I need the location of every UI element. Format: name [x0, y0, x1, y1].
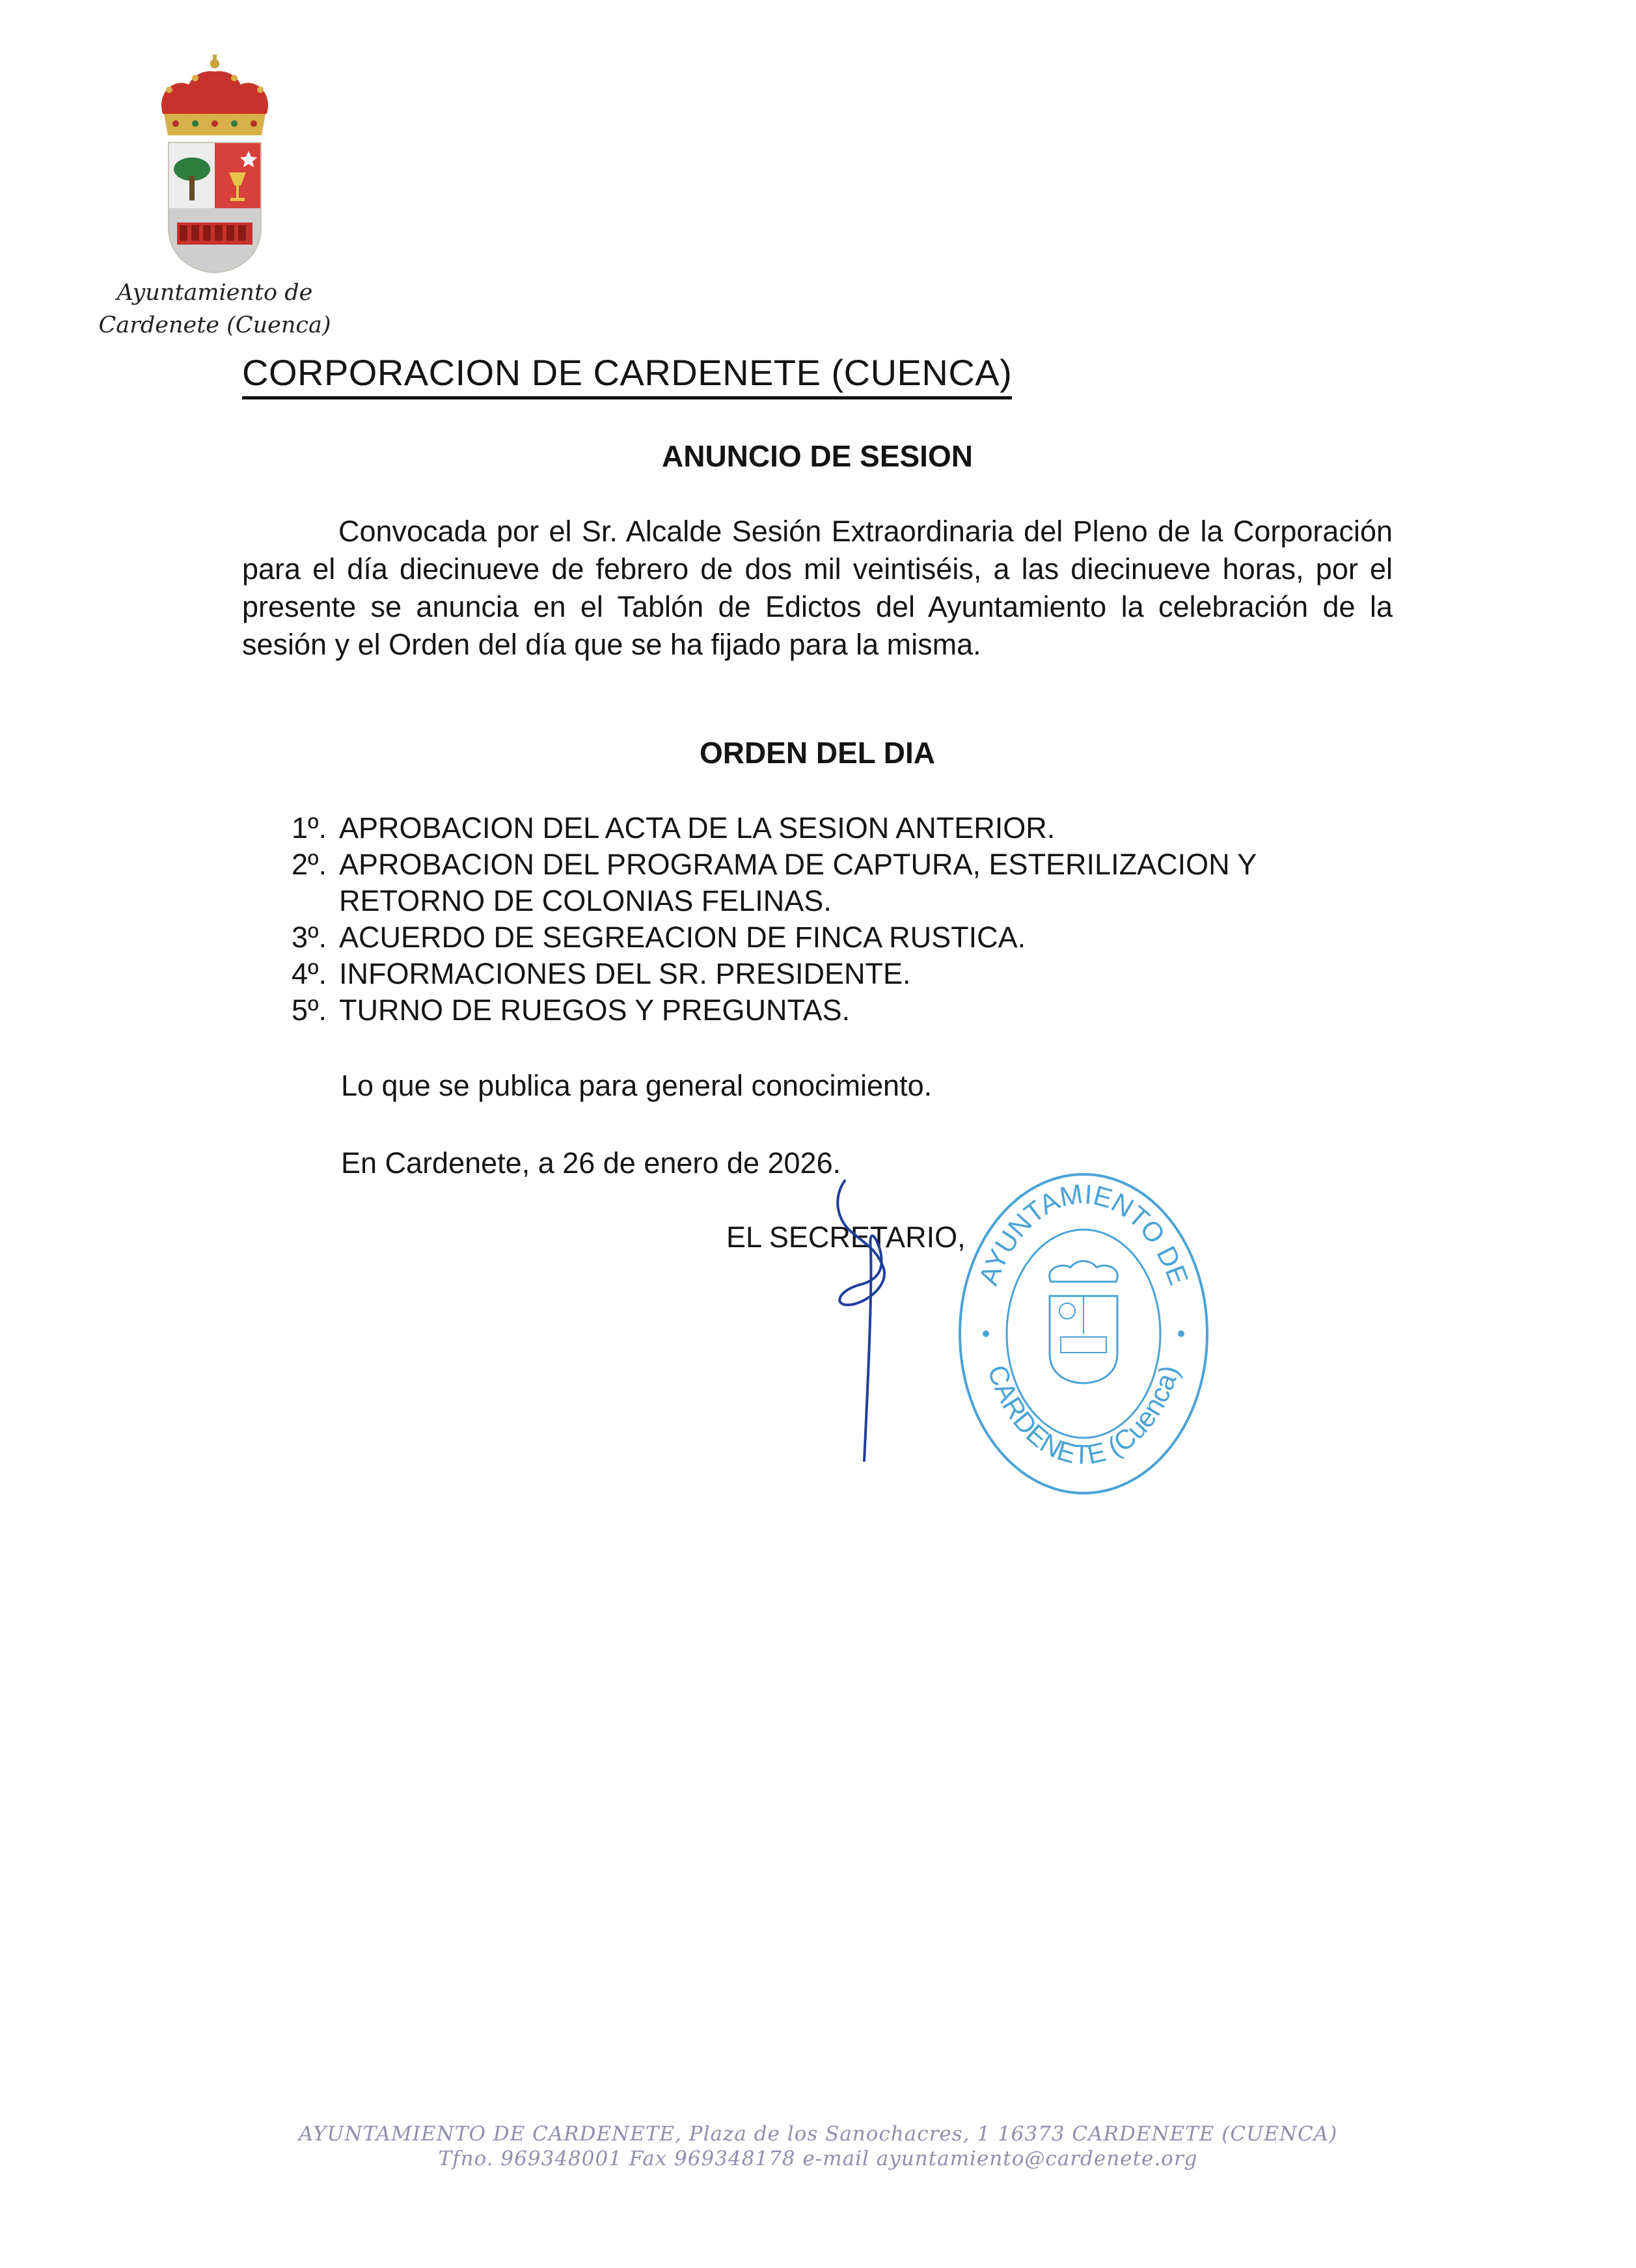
shield-icon [168, 142, 262, 273]
agenda-text: TURNO DE RUEGOS Y PREGUNTAS. [339, 993, 851, 1027]
agenda-item [292, 846, 1398, 919]
closing-statement: Lo que se publica para general conocimiento. [341, 1069, 933, 1102]
agenda-heading: ORDEN DEL DIA [699, 736, 936, 770]
corporation-title: CORPORACION DE CARDENETE (CUENCA) [242, 351, 1012, 399]
seal-text-top: AYUNTAMIENTO DE [972, 1178, 1195, 1289]
crown-icon [161, 55, 268, 135]
notice-body: Convocada por el Sr. Alcalde Sesión Extraordinaria del Pleno de la Corporación para el día diecinueve de febrero de dos mil veintiséis, a las diecinueve horas, por el presente se anuncia en el Tablón de Edictos del Ayuntamiento la celebración de la sesión y el Orden del día que se ha fijado para la misma. [242, 515, 1393, 661]
notice-heading: ANUNCIO DE SESION [662, 439, 973, 473]
handwritten-signature-icon [807, 1171, 937, 1470]
agenda-text: APROBACION DEL PROGRAMA DE CAPTURA, ESTERILIZACION Y RETORNO DE COLONIAS FELINAS. [339, 848, 1257, 917]
agenda-list [292, 810, 1398, 1029]
agenda-number: 1º. [292, 811, 327, 844]
agenda-item [292, 956, 1398, 992]
footer-address: AYUNTAMIENTO DE CARDENETE, Plaza de los Sanochacres, 1 16373 CARDENETE (CUENCA) [298, 2122, 1338, 2146]
seal-text-bottom: CARDENETE (Cuenca) [981, 1361, 1185, 1470]
place-date: En Cardenete, a 26 de enero de 2026. [341, 1146, 841, 1180]
agenda-number: 3º. [292, 921, 327, 954]
coat-of-arms-icon [150, 52, 280, 280]
agenda-number: 2º. [292, 848, 327, 881]
agenda-number: 5º. [292, 993, 327, 1027]
agenda-text: INFORMACIONES DEL SR. PRESIDENTE. [339, 957, 911, 990]
footer-contact: Tfno. 969348001 Fax 969348178 e-mail ayuntamiento@cardenete.org [438, 2147, 1198, 2170]
agenda-item [292, 810, 1398, 846]
institution-line-1: Ayuntamiento de [116, 280, 313, 306]
signer-title: EL SECRETARIO, [726, 1221, 966, 1254]
agenda-number: 4º. [292, 957, 327, 990]
agenda-text: APROBACION DEL ACTA DE LA SESION ANTERIOR. [339, 811, 1056, 844]
institution-name [78, 277, 351, 342]
agenda-text: ACUERDO DE SEGREACION DE FINCA RUSTICA. [339, 921, 1026, 954]
institution-line-2: Cardenete (Cuenca) [98, 312, 331, 338]
agenda-item [292, 992, 1398, 1029]
agenda-item [292, 919, 1398, 956]
municipal-seal-icon [947, 1158, 1220, 1496]
